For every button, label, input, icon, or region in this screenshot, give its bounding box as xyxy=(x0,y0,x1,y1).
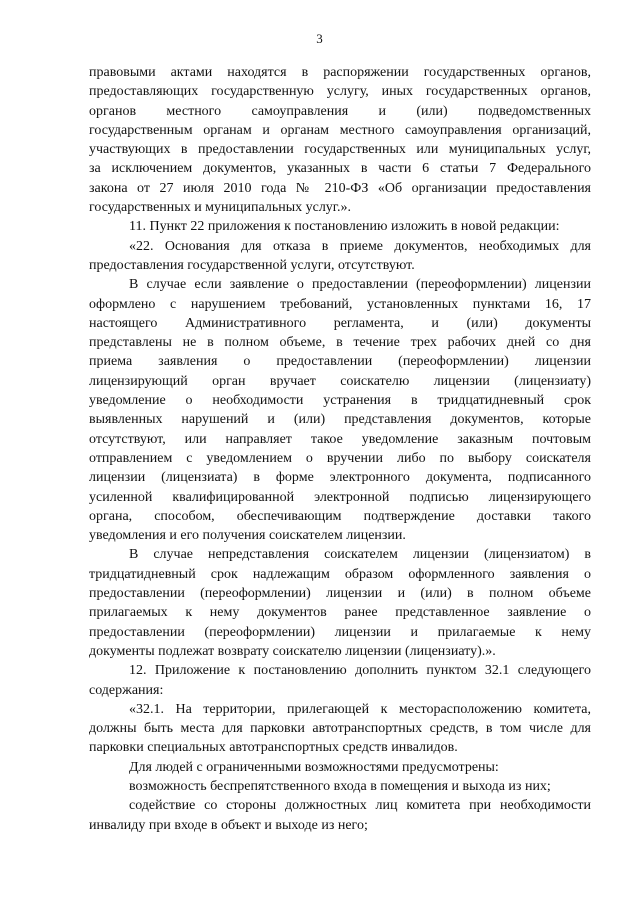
text-line: лицензии (лицензиата) в форме электронного документа, подписанного xyxy=(89,470,591,486)
paragraph-p1 xyxy=(89,63,591,217)
text-line: предоставлении (переоформлении) лицензии и прилагаемые к нему xyxy=(89,624,591,640)
text-line: за исключением документов, указанных в части 6 статьи 7 Федерального xyxy=(89,161,591,177)
text-line: усиленной квалифицированной электронной подписью лицензирующего xyxy=(89,489,591,505)
paragraph-p3 xyxy=(89,237,591,276)
text-line: инвалиду при входе в объект и выходе из него; xyxy=(89,817,368,833)
text-line: настоящего Административного регламента, и (или) документы xyxy=(89,315,591,331)
text-line: лицензирующий орган вручает соискателю лицензии (лицензиату) xyxy=(89,373,591,389)
text-line: отправлением с уведомлением о вручении либо по выбору соискателя xyxy=(89,450,591,466)
paragraph-p2 xyxy=(89,217,591,236)
text-line: В случае непредставления соискателем лицензии (лицензиатом) в xyxy=(129,547,591,563)
text-line: «22. Основания для отказа в приеме документов, необходимых для xyxy=(129,238,591,254)
text-line: закона от 27 июля 2010 года № 210-ФЗ «Об организации предоставления xyxy=(89,180,591,196)
text-line: уведомления и его получения соискателем лицензии. xyxy=(89,528,406,544)
text-line: приема заявления о предоставлении (переоформлении) лицензии xyxy=(89,354,591,370)
text-line: В случае если заявление о предоставлении (переоформлении) лицензии xyxy=(129,277,591,293)
paragraph-p4 xyxy=(89,275,591,545)
text-line: правовыми актами находятся в распоряжении государственных органов, xyxy=(89,65,591,80)
text-line: содержания: xyxy=(89,682,164,698)
text-line: парковки специальных автотранспортных средств инвалидов. xyxy=(89,740,458,756)
text-line: выявленных нарушений и (или) представления документов, которые xyxy=(89,412,591,428)
paragraph-p5 xyxy=(89,545,591,661)
text-line: государственных и муниципальных услуг.». xyxy=(89,200,351,216)
text-line: предоставляющих государственную услугу, иных государственных органов, xyxy=(89,84,591,100)
text-line: предоставления государственной услуги, отсутствуют. xyxy=(89,257,415,273)
paragraph-p7 xyxy=(89,700,591,758)
text-line: органа, способом, обеспечивающим подтверждение доставки такого xyxy=(89,508,591,524)
paragraph-p10 xyxy=(89,796,591,835)
page-number: 3 xyxy=(316,31,323,46)
text-line: государственным органам и органам местного самоуправления организаций, xyxy=(89,122,591,138)
text-line: тридцатидневный срок надлежащим образом оформленного заявления о xyxy=(89,566,591,582)
text-line: органов местного самоуправления и (или) подведомственных xyxy=(89,103,591,119)
text-line: участвующих в предоставлении государственных или муниципальных услуг, xyxy=(89,142,591,158)
paragraph-p8 xyxy=(89,758,591,777)
text-line: предоставлении (переоформлении) лицензии и (или) в полном объеме xyxy=(89,586,591,602)
text-line: представлены не в полном объеме, в течение трех рабочих дней со дня xyxy=(89,335,591,351)
text-line: документы подлежат возврату соискателю лицензии (лицензиату).». xyxy=(89,643,496,659)
text-line: прилагаемых к нему документов ранее представленное заявление о xyxy=(89,605,591,621)
text-line: оформлено с нарушением требований, установленных пунктами 16, 17 xyxy=(89,296,591,312)
paragraph-p9 xyxy=(89,777,591,796)
text-line: возможность беспрепятственного входа в помещения и выхода из них; xyxy=(129,778,551,794)
text-line: 12. Приложение к постановлению дополнить пунктом 32.1 следующего xyxy=(129,663,591,679)
text-line: «32.1. На территории, прилегающей к месторасположению комитета, xyxy=(129,701,591,717)
text-line: уведомление о необходимости устранения в тридцатидневный срок xyxy=(89,393,591,409)
text-line: Для людей с ограниченными возможностями предусмотрены: xyxy=(129,759,499,775)
text-line: должны быть места для парковки автотранспортных средств, в том числе для xyxy=(89,721,591,737)
text-line: 11. Пункт 22 приложения к постановлению изложить в новой редакции: xyxy=(129,219,560,235)
paragraph-p6 xyxy=(89,661,591,700)
text-line: содействие со стороны должностных лиц комитета при необходимости xyxy=(129,798,591,814)
text-line: отсутствуют, или направляет такое уведомление заказным почтовым xyxy=(89,431,591,447)
document-body xyxy=(89,63,591,835)
